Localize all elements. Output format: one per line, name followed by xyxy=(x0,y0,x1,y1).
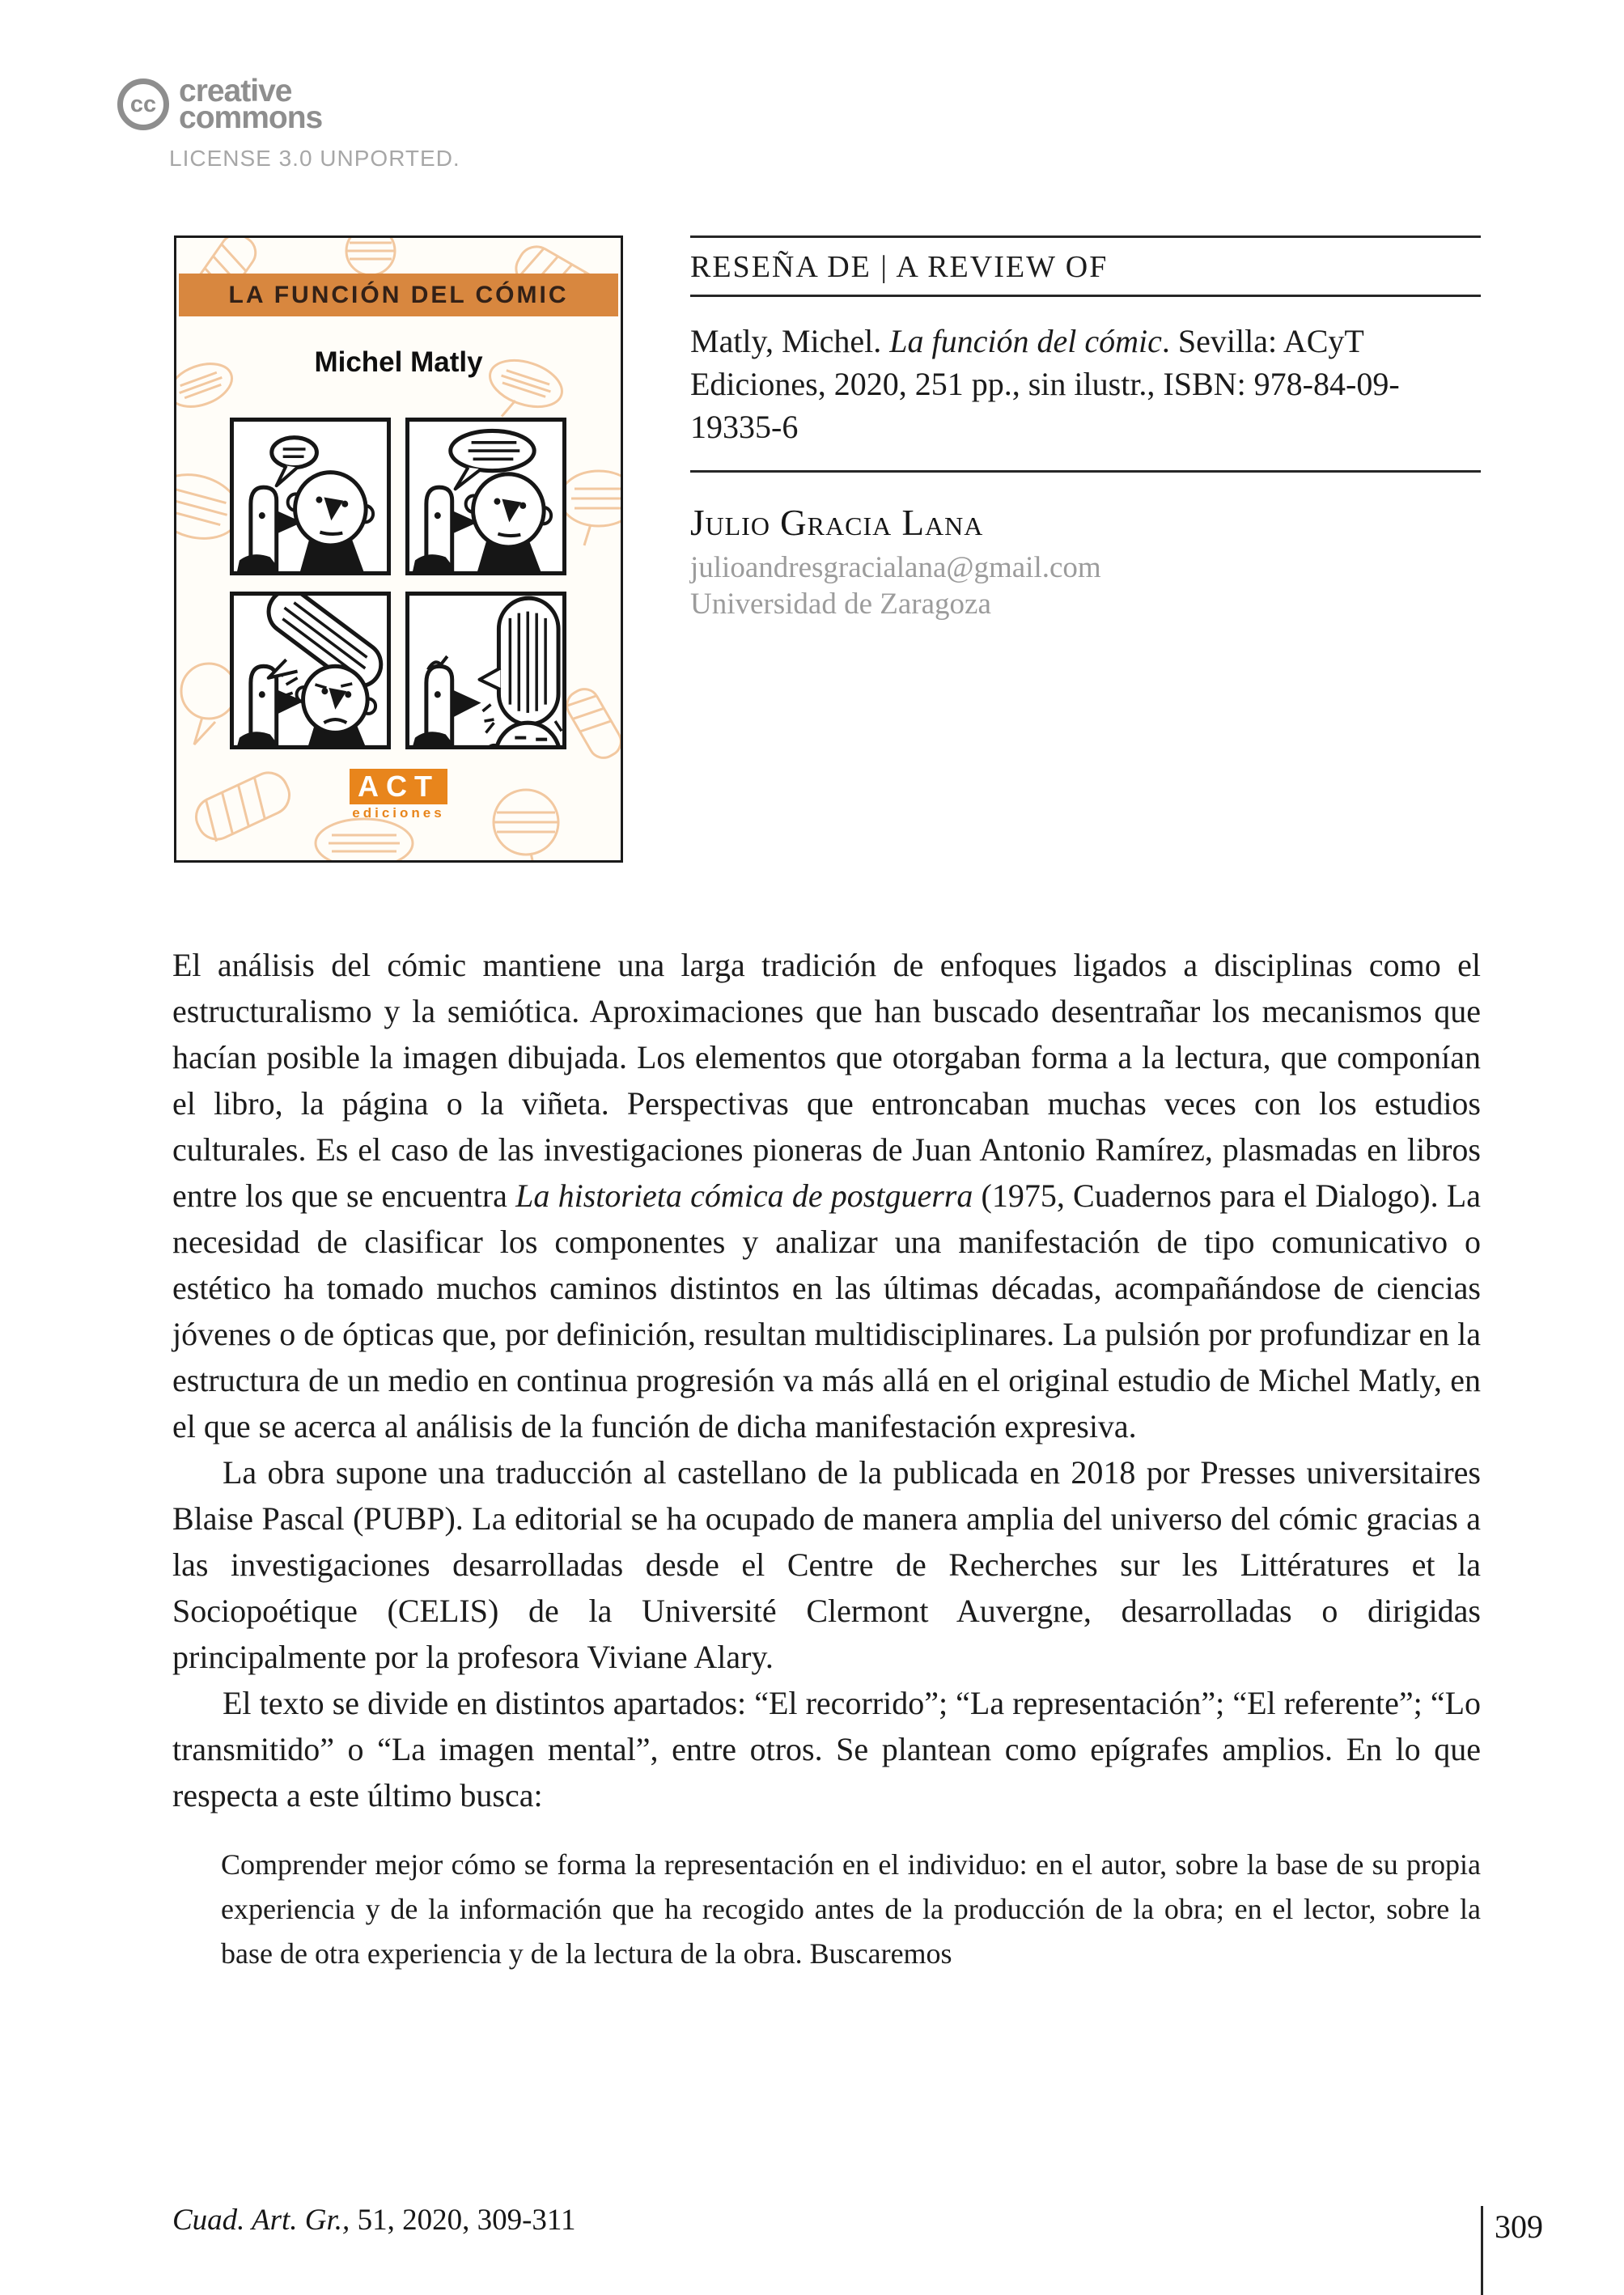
license-block xyxy=(117,74,460,172)
reviewer-affiliation: Universidad de Zaragoza xyxy=(690,588,991,621)
block-quote: Comprender mejor cómo se forma la representación en el individuo: en el autor, sobre la base de su propia experiencia y de la información que ha recogido antes de la producción de la obra; en el lector, sobre la base de otra experiencia y de la lectura de la obra. Buscaremos xyxy=(221,1848,1481,1970)
cc-wordmark xyxy=(179,74,323,136)
creative-commons-icon xyxy=(117,78,169,130)
reviewer-email: julioandresgracialana@gmail.com xyxy=(690,551,1101,584)
cc-abbr: cc xyxy=(129,91,157,117)
comic-panel-3 xyxy=(230,592,391,749)
paragraph: El texto se divide en distintos apartados: “El recorrido”; “La representación”; “El referente”; “Lo transmitido” o “La imagen mental”, entre otros. Se plantean como epígrafes amplios. En lo que respecta a este último busca: xyxy=(172,1685,1481,1814)
cover-title-banner xyxy=(179,274,618,316)
body-paragraphs xyxy=(172,942,1481,1818)
cc-word-creative: creative xyxy=(179,74,292,108)
paragraph: La obra supone una traducción al castellano de la publicada en 2018 por Presses universitaires Blaise Pascal (PUBP). La editorial se ha ocupado de manera amplia del universo del cómic gracias a las investigaciones desarrolladas desde el Centre de Recherches sur les Littératures et la Sociopoétique (CELIS) de la Université Clermont Auvergne, desarrolladas o dirigidas principalmente por la profesora Viviane Alary. xyxy=(172,1454,1481,1675)
book-citation: Matly, Michel. La función del cómic. Sevilla: ACyT Ediciones, 2020, 251 pp., sin ilustr., ISBN: 978-84-09-19335-6 xyxy=(690,323,1400,445)
cover-title: LA FUNCIÓN DEL CÓMIC xyxy=(228,281,569,308)
journal-abbrev: Cuad. Art. Gr., xyxy=(172,2204,350,2237)
cc-logo xyxy=(117,74,460,136)
comic-strip xyxy=(230,418,566,749)
comic-panel-1 xyxy=(230,418,391,575)
publisher-logo xyxy=(176,769,621,821)
rule-author xyxy=(690,470,1481,473)
comic-panel-2 xyxy=(405,418,566,575)
review-header xyxy=(690,235,1481,623)
cover-author: Michel Matly xyxy=(314,346,483,378)
publisher-logo-letters: ACT xyxy=(350,769,447,804)
section-kicker: RESEÑA DE | A REVIEW OF xyxy=(690,250,1109,284)
publisher-logo-sub: ediciones xyxy=(352,805,445,821)
page-number: 309 xyxy=(1481,2206,1543,2295)
paragraph: El análisis del cómic mantiene una larga tradición de enfoques ligados a disciplinas como el estructuralismo y la semiótica. Aproximaciones que han buscado desentrañar los mecanismos que hacían posible la imagen dibujada. Los elementos que otorgaban forma a la lectura, que componían el libro, la página o la viñeta. Perspectivas que entroncaban muchas veces con los estudios culturales. Es el caso de las investigaciones pioneras de Juan Antonio Ramírez, plasmadas en libros entre los que se encuentra La historieta cómica de postguerra (1975, Cuadernos para el Dialogo). La necesidad de clasificar los componentes y analizar una manifestación de tipo comunicativo o estético ha tomado muchos caminos distintos en las últimas décadas, acompañándose de ciencias jóvenes o de ópticas que, por definición, resultan multidisciplinares. La pulsión por profundizar en la estructura de un medio en continua progresión va más allá en el original estudio de Michel Matly, en el que se acerca al análisis de la función de dicha manifestación expresiva. xyxy=(172,947,1481,1444)
book-cover xyxy=(174,235,623,863)
comic-panel-4 xyxy=(405,592,566,749)
journal-issue-info: 51, 2020, 309-311 xyxy=(350,2204,576,2237)
review-body xyxy=(172,942,1481,1976)
journal-reference xyxy=(172,2203,576,2238)
cc-word-commons: commons xyxy=(179,100,323,136)
license-text: LICENSE 3.0 UNPORTED. xyxy=(169,146,460,172)
rule-mid xyxy=(690,295,1481,297)
reviewer-name: Julio Gracia Lana xyxy=(690,503,984,543)
